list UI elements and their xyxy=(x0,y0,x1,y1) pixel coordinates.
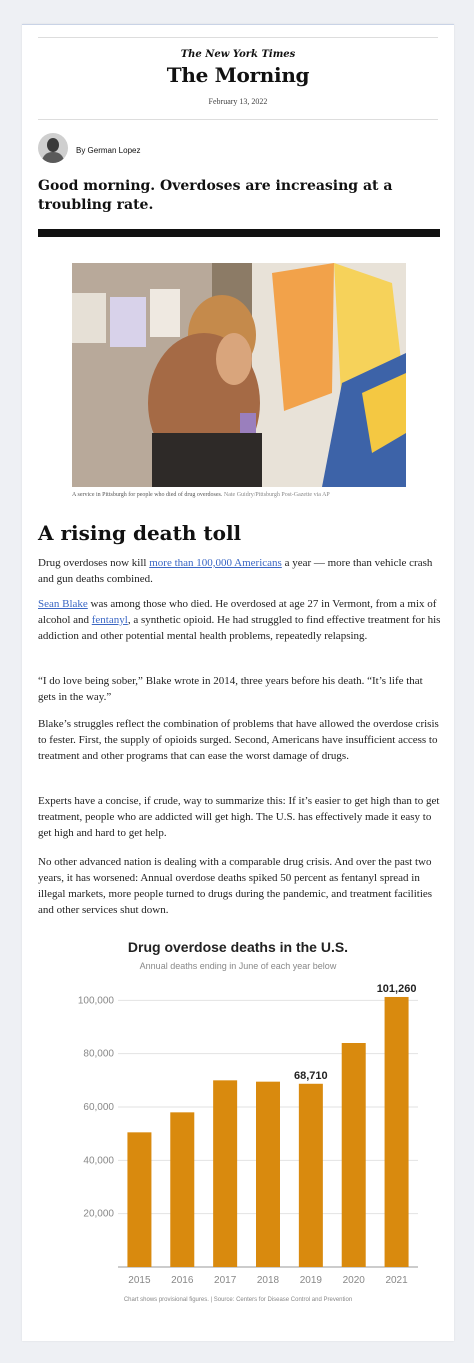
divider-bar xyxy=(38,229,440,237)
bar-2020 xyxy=(342,1043,366,1267)
newsletter-frame xyxy=(22,24,454,1341)
x-tick-label: 2020 xyxy=(342,1275,365,1286)
x-tick-label: 2019 xyxy=(299,1275,322,1286)
photo-illustration xyxy=(72,263,406,487)
y-tick-label: 40,000 xyxy=(83,1155,114,1167)
paragraph-5: Experts have a concise, if crude, way to summarize this: If it’s easier to get high than to get treatment, people who are addicted will get high. The U.S. has effectively made it easy to get high and hard to get help. xyxy=(38,795,440,839)
bar-2021 xyxy=(385,997,409,1267)
photo-caption xyxy=(72,491,406,499)
newsletter-date: February 13, 2022 xyxy=(208,97,268,106)
nyt-logo[interactable]: The New York Times xyxy=(180,49,296,60)
article-photo xyxy=(72,263,406,487)
x-tick-label: 2015 xyxy=(128,1275,151,1286)
bar-2018 xyxy=(256,1082,280,1267)
y-tick-label: 80,000 xyxy=(83,1048,114,1060)
photo-credit: Nate Guidry/Pittsburgh Post-Gazette via AP xyxy=(223,492,330,498)
section-heading: A rising death toll xyxy=(38,521,242,545)
newsletter-title: The Morning xyxy=(166,63,310,87)
x-tick-label: 2016 xyxy=(171,1275,194,1286)
top-rule xyxy=(38,37,438,38)
p1-text-end: a year — more than vehicle crash and gun deaths combined. xyxy=(38,557,433,585)
paragraph-1 xyxy=(38,555,443,587)
author-name: By German Lopez xyxy=(76,146,141,155)
fentanyl-link[interactable]: fentanyl xyxy=(91,614,128,626)
bar-2017 xyxy=(213,1080,237,1267)
paragraph-2 xyxy=(38,596,443,644)
chart-source: Chart shows provisional figures. | Source: Centers for Disease Control and Prevention xyxy=(123,1297,353,1303)
bar-2019 xyxy=(299,1084,323,1267)
x-tick-label: 2021 xyxy=(385,1275,408,1286)
p2-text: was among those who died. He overdosed at age 27 in Vermont, from a mix of alcohol and xyxy=(38,598,437,626)
bar-2015 xyxy=(127,1132,151,1267)
chart-plot xyxy=(38,973,438,1293)
author-avatar xyxy=(38,133,68,163)
p1-text: Drug overdoses now kill xyxy=(38,557,150,569)
caption-text: A service in Pittsburgh for people who died of drug overdoses. xyxy=(72,492,223,498)
paragraph-4: Blake’s struggles reflect the combination of problems that have allowed the overdose crisis to fester. First, the supply of opioids surged. Second, Americans have insufficient access to treatment and other programs that can ease the worst damage of drugs. xyxy=(38,718,439,762)
p2-text-end: , a synthetic opioid. He had struggled to find effective treatment for his addiction and other potential mental health problems, repeatedly relapsing. xyxy=(38,614,441,642)
data-label: 101,260 xyxy=(376,982,417,995)
header-rule xyxy=(38,119,438,120)
bar-2016 xyxy=(170,1112,194,1267)
chart-subtitle: Annual deaths ending in June of each year below xyxy=(139,961,337,971)
data-label: 68,710 xyxy=(294,1069,328,1082)
x-tick-label: 2018 xyxy=(256,1275,280,1286)
y-tick-label: 20,000 xyxy=(83,1208,114,1220)
paragraph-3: “I do love being sober,” Blake wrote in 2014, three years before his death. “It’s life that gets in the way.” xyxy=(38,675,423,703)
x-tick-label: 2017 xyxy=(214,1275,237,1286)
sean-blake-link[interactable]: Sean Blake xyxy=(38,598,88,610)
overdose-chart xyxy=(38,933,438,1323)
y-tick-label: 60,000 xyxy=(83,1102,114,1113)
chart-title: Drug overdose deaths in the U.S. xyxy=(127,939,349,955)
y-tick-label: 100,000 xyxy=(77,995,114,1007)
deaths-link[interactable]: more than 100,000 Americans xyxy=(149,557,282,569)
lede-text: Good morning. Overdoses are increasing at a troubling rate. xyxy=(38,178,393,213)
paragraph-6: No other advanced nation is dealing with a comparable drug crisis. And over the past two years, it has worsened: Annual overdose deaths spiked 50 percent as fentanyl spread in illegal markets, more people turned to drugs during the pandemic, and treatment facilities and other services shut down. xyxy=(38,856,433,916)
